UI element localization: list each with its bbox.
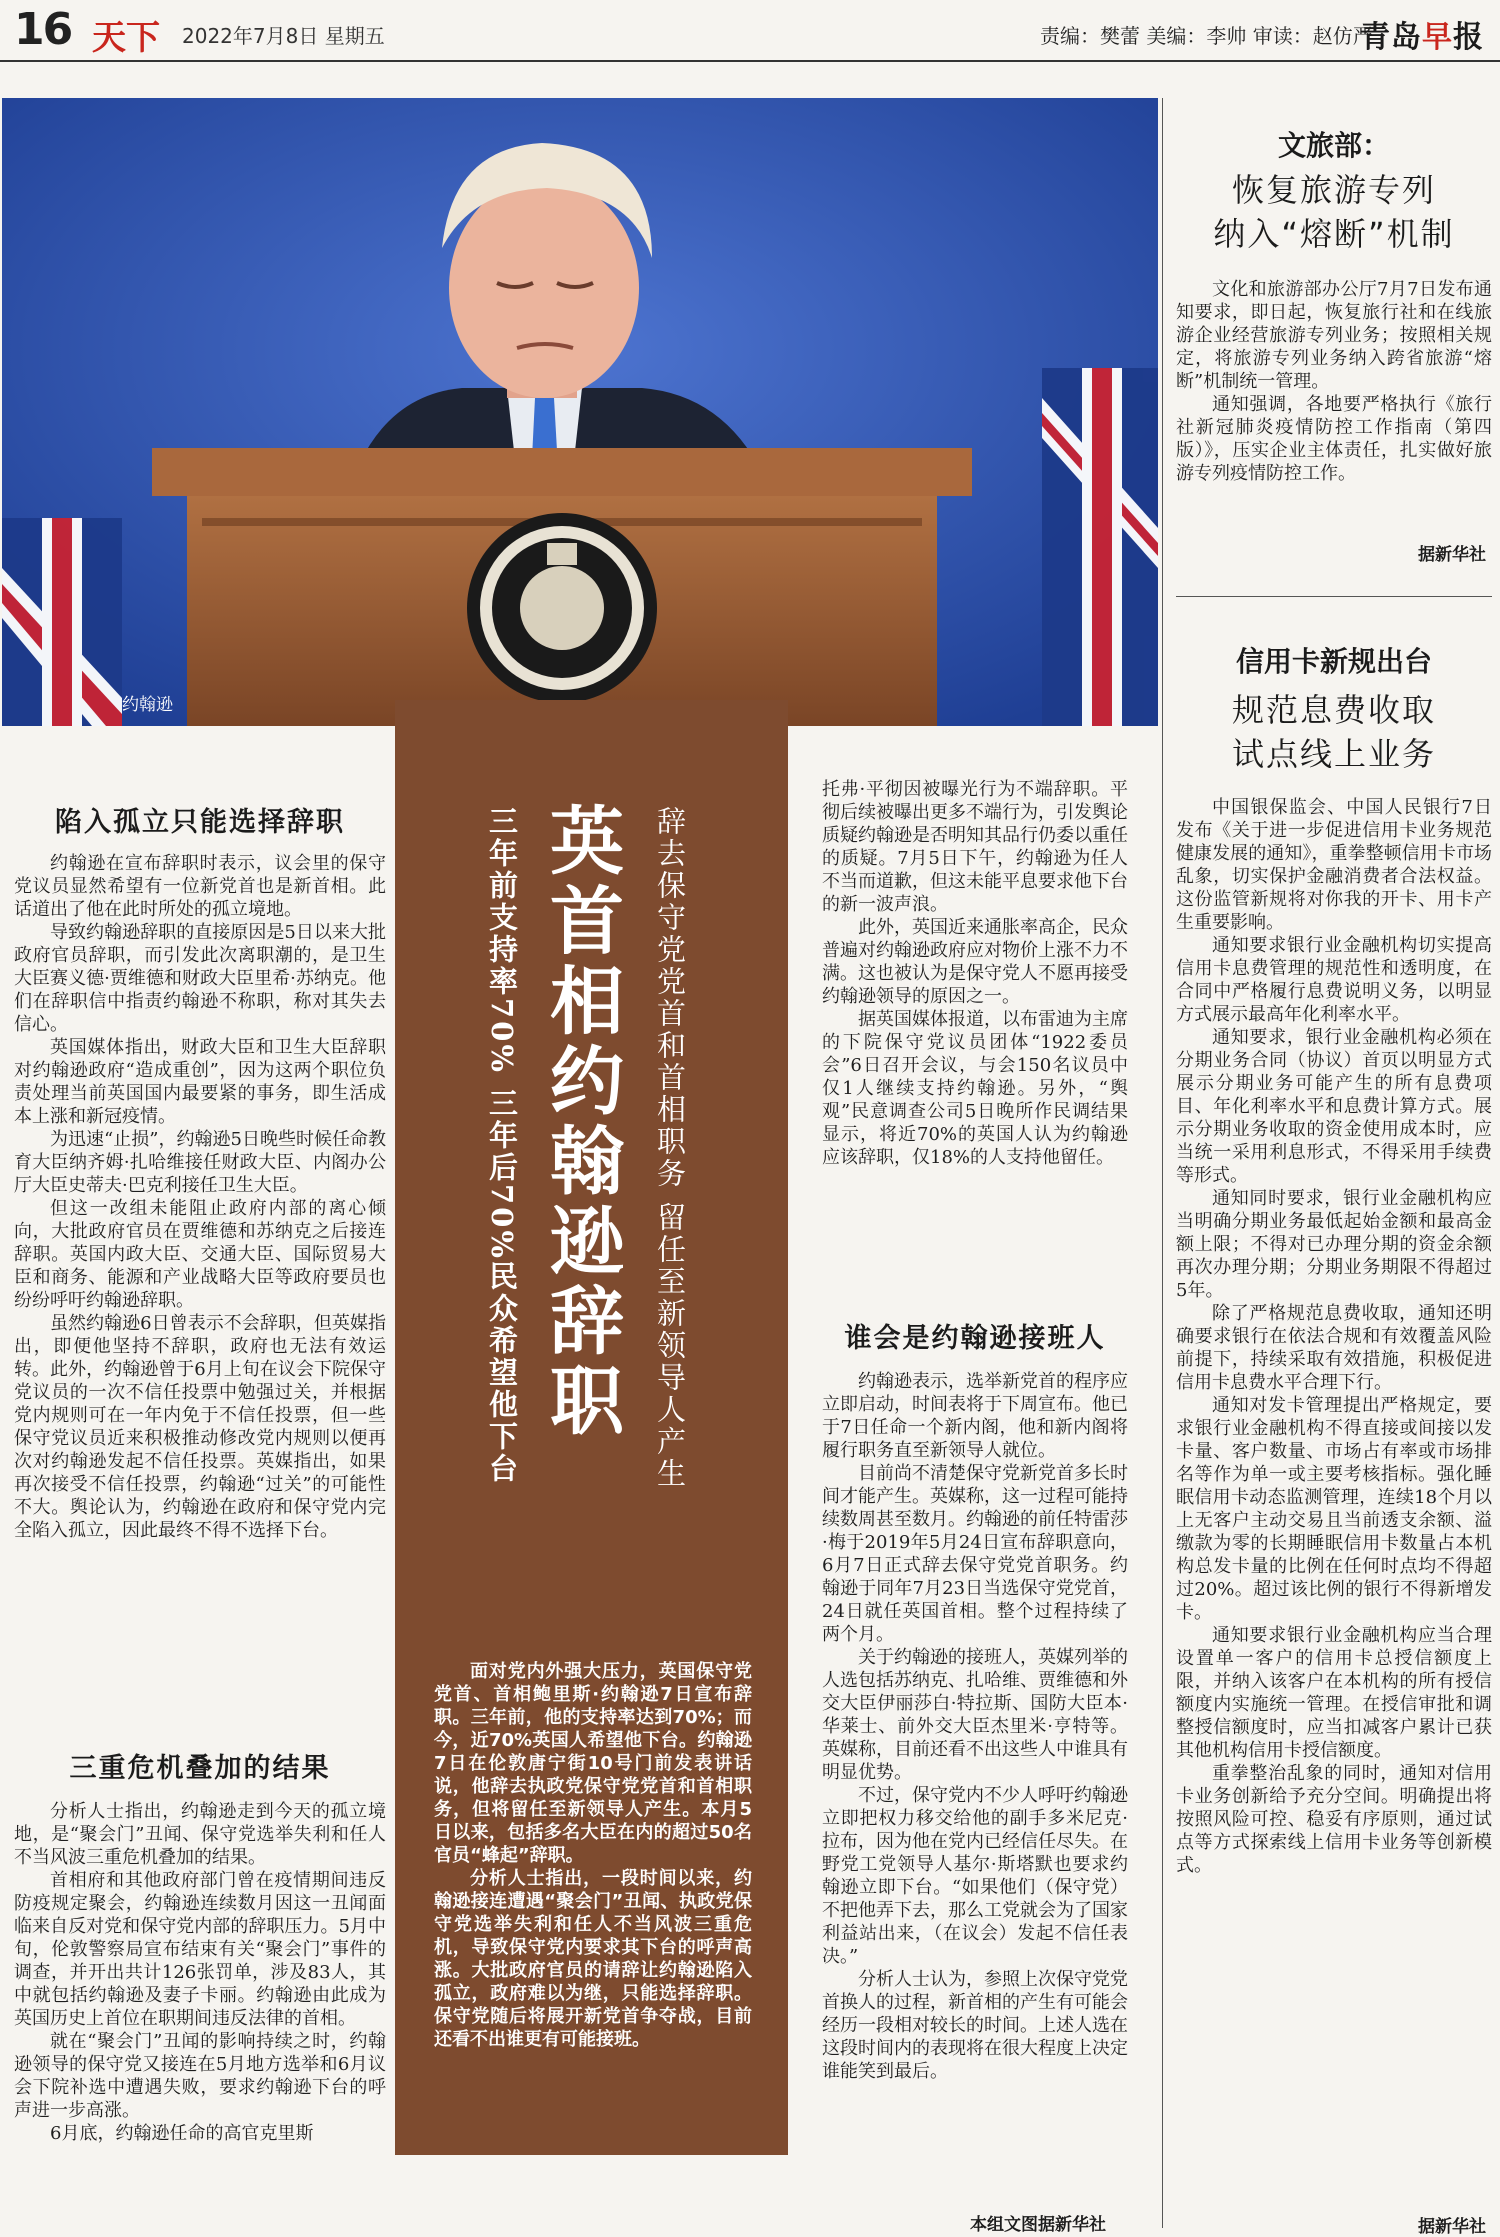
left-flag [2,518,122,726]
article-paragraph: 英国媒体指出，财政大臣和卫生大臣辞职对约翰逊政府“造成重创”，因为这两个职位负责处理当前英国国内最要紧的事务，即生活成本上涨和新冠疫情。 [14,1037,386,1127]
lead-paragraph: 面对党内外强大压力，英国保守党党首、首相鲍里斯·约翰逊7日宣布辞职。三年前，他的支持率达到70%；而今，近70%英国人希望他下台。约翰逊7日在伦敦唐宁街10号门前发表讲话说，他辞去执政党保守党党首和首相职务，但将留任至新领导人产生。本月5日以来，包括多名大臣在内的超过50名官员“蜂起”辞职。 [434,1661,752,1866]
brief1-paragraph: 通知强调，各地要严格执行《旅行社新冠肺炎疫情防控工作指南（第四版）》，压实企业主体责任，扎实做好旅游专列疫情防控工作。 [1176,394,1492,484]
brief2-body [1176,796,1492,1877]
article-byline: 本组文图据新华社 [970,2215,1106,2235]
article-paragraph: 托弗·平彻因被曝光行为不端辞职。平彻后续被曝出更多不端行为，引发舆论质疑约翰逊是否明知其品行仍委以重任的质疑。7月5日下午，约翰逊为任人不当而道歉，但这未能平息要求他下台的新一波声浪。 [822,779,1128,915]
brief1-title-line1: 恢复旅游专列 [1231,171,1436,209]
article-paragraph: 6月底，约翰逊任命的高官克里斯 [50,2123,314,2144]
subhead-triple-crisis: 三重危机叠加的结果 [69,1753,331,1784]
article-paragraph: 为迅速“止损”，约翰逊5日晚些时候任命教育大臣纳齐姆·扎哈维接任财政大臣、内阁办公厅大臣史蒂夫·巴克利接任卫生大臣。 [14,1129,386,1196]
lead-paragraph: 分析人士指出，一段时间以来，约翰逊接连遭遇“聚会门”丑闻、执政党保守党选举失利和任人不当风波三重危机，导致保守党内要求其下台的呼声高涨。大批政府官员的请辞让约翰逊陷入孤立，政府难以为继，只能选择辞职。保守党随后将展开新党首争夺战，目前还看不出谁更有可能接班。 [434,1868,752,2050]
right-flag [1042,368,1158,726]
photo-caption: 约翰逊 [122,695,173,715]
section-name: 天下 [92,18,160,58]
article-paragraph: 分析人士认为，参照上次保守党党首换人的过程，新首相的产生有可能会经历一段相对较长的时间。上述人选在这段时间内的表现将在很大程度上决定谁能笑到最后。 [822,1969,1128,2082]
johnson-photo [2,98,1158,726]
brief2-paragraph: 通知要求银行业金融机构切实提高信用卡息费管理的规范性和透明度，在合同中严格履行息费说明义务，以明显方式展示最高年化利率水平。 [1176,935,1492,1025]
subhead-isolation: 陷入孤立只能选择辞职 [55,807,345,838]
page-number: 16 [14,4,72,55]
page-header [0,0,1500,64]
article-paragraph: 此外，英国近来通胀率高企，民众普遍对约翰逊政府应对物价上涨不力不满。这也被认为是保守党人不愿再接受约翰逊领导的原因之一。 [822,917,1128,1007]
brief2-kicker: 信用卡新规出台 [1235,645,1432,678]
brief2-paragraph: 通知要求，银行业金融机构必须在分期业务合同（协议）首页以明显方式展示分期业务可能产生的所有息费项目、年化利率水平和息费计算方式。展示分期业务收取的资金使用成本时，应当统一采用利息形式，不得采用手续费等形式。 [1176,1027,1492,1186]
brief1-title-line2: 纳入“熔断”机制 [1213,215,1455,253]
brief-divider [1176,596,1492,597]
brief2-paragraph: 通知要求银行业金融机构应当合理设置单一客户的信用卡总授信额度上限，并纳入该客户在本机构的所有授信额度内实施统一管理。在授信审批和调整授信额度时，应当扣减客户累计已获其他机构信用卡授信额度。 [1176,1625,1492,1761]
masthead-logo [1360,12,1484,56]
brief1-paragraph: 文化和旅游部办公厅7月7日发布通知要求，即日起，恢复旅行社和在线旅游企业经营旅游专列业务；按照相关规定，将旅游专列业务纳入跨省旅游“熔断”机制统一管理。 [1176,279,1492,392]
editor-credits: 责编：樊蕾 美编：李帅 审读：赵仿严 [1040,24,1373,48]
article-paragraph: 约翰逊在宣布辞职时表示，议会里的保守党议员显然希望有一位新党首也是新首相。此话道出了他在此时所处的孤立境地。 [14,853,386,920]
brief2-title-line2: 试点线上业务 [1231,735,1436,773]
brief2-title-line1: 规范息费收取 [1231,691,1436,729]
subhead-successor: 谁会是约翰逊接班人 [844,1323,1106,1354]
brief2-paragraph: 通知对发卡管理提出严格规定，要求银行业金融机构不得直接或间接以发卡量、客户数量、市场占有率或市场排名等作为单一或主要考核指标。强化睡眠信用卡动态监测管理，连续18个月以上无客户主动交易且当前透支余额、溢缴款为零的长期睡眠信用卡数量占本机构总发卡量的比例在任何时点均不得超过20%。超过该比例的银行不得新增发卡。 [1176,1395,1492,1623]
column-divider [1162,98,1163,2228]
brief1-kicker: 文旅部： [1277,129,1390,162]
article-paragraph: 约翰逊表示，选举新党首的程序应立即启动，时间表将于下周宣布。他已于7日任命一个新内阁，他和新内阁将履行职务直至新领导人就位。 [822,1371,1128,1461]
brief2-paragraph: 重拳整治乱象的同时，通知对信用卡业务创新给予充分空间。明确提出将按照风险可控、稳妥有序原则，通过试点等方式探索线上信用卡业务等创新模式。 [1176,1763,1492,1876]
article-paragraph: 就在“聚会门”丑闻的影响持续之时，约翰逊领导的保守党又接连在5月地方选举和6月议会下院补选中遭遇失败，要求约翰逊下台的呼声进一步高涨。 [14,2031,386,2121]
article-paragraph: 导致约翰逊辞职的直接原因是5日以来大批政府官员辞职，而引发此次离职潮的，是卫生大臣赛义德·贾维德和财政大臣里希·苏纳克。他们在辞职信中指责约翰逊不称职，称对其失去信心。 [14,922,386,1035]
article-column-3b [822,1370,1128,2083]
article-paragraph: 分析人士指出，约翰逊走到今天的孤立境地，是“聚会门”丑闻、保守党选举失利和任人不当风波三重危机叠加的结果。 [14,1801,386,1868]
article-column-1a [14,852,386,1542]
lead-paragraphs [434,1660,752,2051]
photo-illustration [2,98,1158,726]
article-paragraph: 关于约翰逊的接班人，英媒列举的人选包括苏纳克、扎哈维、贾维德和外交大臣伊丽莎白·特拉斯、国防大臣本·华莱士、前外交大臣杰里米·亨特等。英媒称，目前还看不出这些人中谁具有明显优势。 [822,1647,1128,1783]
brief2-paragraph: 通知同时要求，银行业金融机构应当明确分期业务最低起始金额和最高金额上限；不得对已办理分期的资金余额再次办理分期；分期业务期限不得超过5年。 [1176,1188,1492,1301]
article-paragraph: 目前尚不清楚保守党新党首多长时间才能产生。英媒称，这一过程可能持续数周甚至数月。约翰逊的前任特雷莎·梅于2019年5月24日宣布辞职意向，6月7日正式辞去保守党党首职务。约翰逊于同年7月23日当选保守党党首，24日就任英国首相。整个过程持续了两个月。 [822,1463,1128,1645]
brief2-paragraph: 除了严格规范息费收取，通知还明确要求银行在依法合规和有效覆盖风险前提下，持续采取有效措施，积极促进信用卡息费水平合理下行。 [1176,1303,1492,1393]
brief2-source: 据新华社 [1418,2217,1486,2237]
masthead-part-b: 早 [1422,20,1453,55]
headline-deck-2: 三年前支持率70% 三年后70%民众希望他下台 [485,806,519,1485]
article-paragraph: 首相府和其他政府部门曾在疫情期间违反防疫规定聚会，约翰逊连续数月因这一丑闻面临来自反对党和保守党内部的辞职压力。5月中旬，伦敦警察局宣布结束有关“聚会门”事件的调查，并开出共计126张罚单，涉及83人，其中就包括约翰逊及妻子卡丽。约翰逊由此成为英国历史上首位在职期间违反法律的首相。 [14,1870,386,2029]
issue-date: 2022年7月8日 星期五 [182,24,385,48]
masthead-part-a: 青岛 [1360,20,1422,55]
article-paragraph: 据英国媒体报道，以布雷迪为主席的下院保守党议员团体“1922委员会”6日召开会议，与会150名议员中仅1人继续支持约翰逊。另外，“舆观”民意调查公司5日晚所作民调结果显示，将近70%的英国人认为约翰逊应该辞职，仅18%的人支持他留任。 [822,1009,1128,1168]
article-column-1b [14,1800,386,2145]
brief1-body [1176,278,1492,485]
brief2-title [1176,688,1492,776]
brief1-source: 据新华社 [1418,545,1486,565]
article-paragraph: 不过，保守党内不少人呼吁约翰逊立即把权力移交给他的副手多米尼克·拉布，因为他在党内已经信任尽失。在野党工党领导人基尔·斯塔默也要求约翰逊立即下台。“如果他们（保守党）不把他弄下去，那么工党就会为了国家利益站出来，（在议会）发起不信任表决。” [822,1785,1128,1967]
brief1-title [1176,168,1492,256]
masthead-part-c: 报 [1453,20,1484,55]
article-paragraph: 但这一改组未能阻止政府内部的离心倾向，大批政府官员在贾维德和苏纳克之后接连辞职。英国内政大臣、交通大臣、国际贸易大臣和商务、能源和产业战略大臣等政府要员也纷纷呼吁约翰逊辞职。 [14,1198,386,1311]
brief2-paragraph: 中国银保监会、中国人民银行7日发布《关于进一步促进信用卡业务规范健康发展的通知》，重拳整顿信用卡市场乱象，切实保护金融消费者合法权益。这份监管新规将对你我的开卡、用卡产生重要影响。 [1176,797,1492,933]
headline-deck-1: 辞去保守党党首和首相职务 留任至新领导人产生 [653,806,687,1491]
article-paragraph: 虽然约翰逊6日曾表示不会辞职，但英媒指出，即便他坚持不辞职，政府也无法有效运转。此外，约翰逊曾于6月上旬在议会下院保守党议员的一次不信任投票中勉强过关，并根据党内规则可在一年内免于不信任投票，但一些保守党议员近来积极推动修改党内规则以便再次对约翰逊发起不信任投票。英媒指出，如果再次接受不信任投票，约翰逊“过关”的可能性不大。舆论认为，约翰逊在政府和保守党内完全陷入孤立，因此最终不得不选择下台。 [14,1313,386,1541]
header-rule [0,60,1500,62]
article-column-3a [822,778,1128,1169]
main-headline: 英首相约翰逊辞职 [538,802,624,1442]
